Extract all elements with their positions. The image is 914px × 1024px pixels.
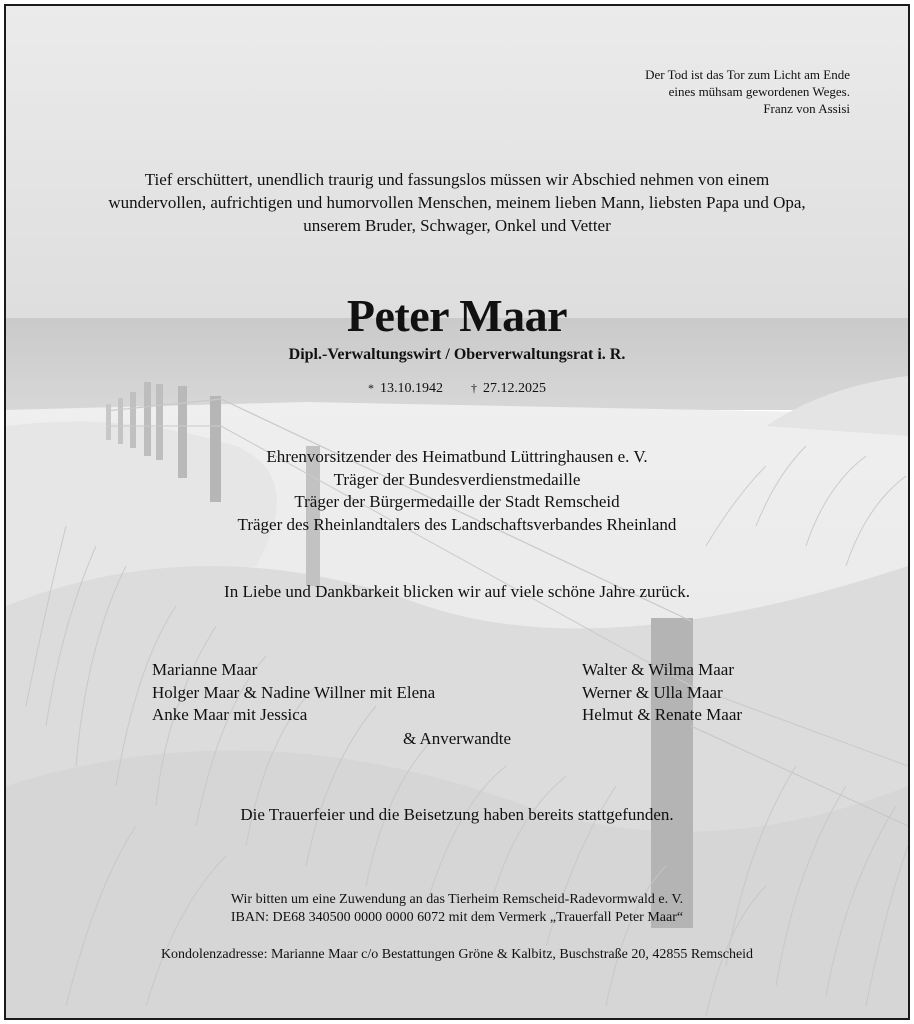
honor-item: Träger des Rheinlandtalers des Landschaftsverbandes Rheinland xyxy=(237,514,677,534)
quote-line: eines mühsam gewordenen Weges. xyxy=(668,84,850,99)
honor-item: Träger der Bundesverdienstmedaille xyxy=(333,469,581,489)
family-member: Anke Maar mit Jessica xyxy=(152,705,308,724)
family-member: Holger Maar & Nadine Willner mit Elena xyxy=(152,682,436,702)
family-member: Walter & Wilma Maar xyxy=(582,660,734,679)
family-member: Helmut & Renate Maar xyxy=(582,705,743,724)
family-list-left xyxy=(152,659,435,727)
intro-line: unserem Bruder, Schwager, Onkel und Vetter xyxy=(303,216,611,235)
family-member: Marianne Maar xyxy=(152,660,258,679)
deceased-title: Dipl.-Verwaltungswirt / Oberverwaltungsrat i. R. xyxy=(288,346,626,363)
family-member: Werner & Ulla Maar xyxy=(582,682,723,702)
donation-line: Wir bitten um eine Zuwendung an das Tierheim Remscheid-Radevormwald e. V. xyxy=(230,892,684,907)
birth-star-icon: * xyxy=(368,381,374,395)
honor-item: Träger der Bürgermedaille der Stadt Remscheid xyxy=(294,492,620,511)
intro-text xyxy=(6,168,908,237)
obituary-content xyxy=(6,6,908,1018)
quote-line: Der Tod ist das Tor zum Licht am Ende xyxy=(645,67,850,82)
deceased-name: Peter Maar xyxy=(346,290,568,341)
honors-list xyxy=(6,446,908,536)
birth-date: 13.10.1942 xyxy=(380,381,443,396)
intro-line: wundervollen, aufrichtigen und humorvollen Menschen, meinem lieben Mann, liebsten Papa und Opa, xyxy=(108,193,806,212)
family-list-right xyxy=(582,659,742,727)
honor-item: Ehrenvorsitzender des Heimatbund Lüttringhausen e. V. xyxy=(266,447,648,466)
donation-request xyxy=(6,891,908,927)
gratitude-text: In Liebe und Dankbarkeit blicken wir auf viele schöne Jahre zurück. xyxy=(224,582,690,601)
epigraph-quote xyxy=(645,66,850,117)
ceremony-notice: Die Trauerfeier und die Beisetzung haben bereits stattgefunden. xyxy=(240,805,674,824)
life-dates xyxy=(6,378,908,399)
death-date: 27.12.2025 xyxy=(483,381,546,396)
death-cross-icon: † xyxy=(471,381,477,395)
relatives-text: & Anverwandte xyxy=(402,729,512,748)
quote-author: Franz von Assisi xyxy=(763,101,850,116)
condolence-address: Kondolenzadresse: Marianne Maar c/o Bestattungen Gröne & Kalbitz, Buschstraße 20, 42855 Remscheid xyxy=(160,947,754,962)
intro-line: Tief erschüttert, unendlich traurig und fassungslos müssen wir Abschied nehmen von einem xyxy=(144,170,770,189)
obituary-frame xyxy=(4,4,910,1020)
donation-iban-line: IBAN: DE68 340500 0000 0000 6072 mit dem Vermerk „Trauerfall Peter Maar“ xyxy=(230,910,684,925)
